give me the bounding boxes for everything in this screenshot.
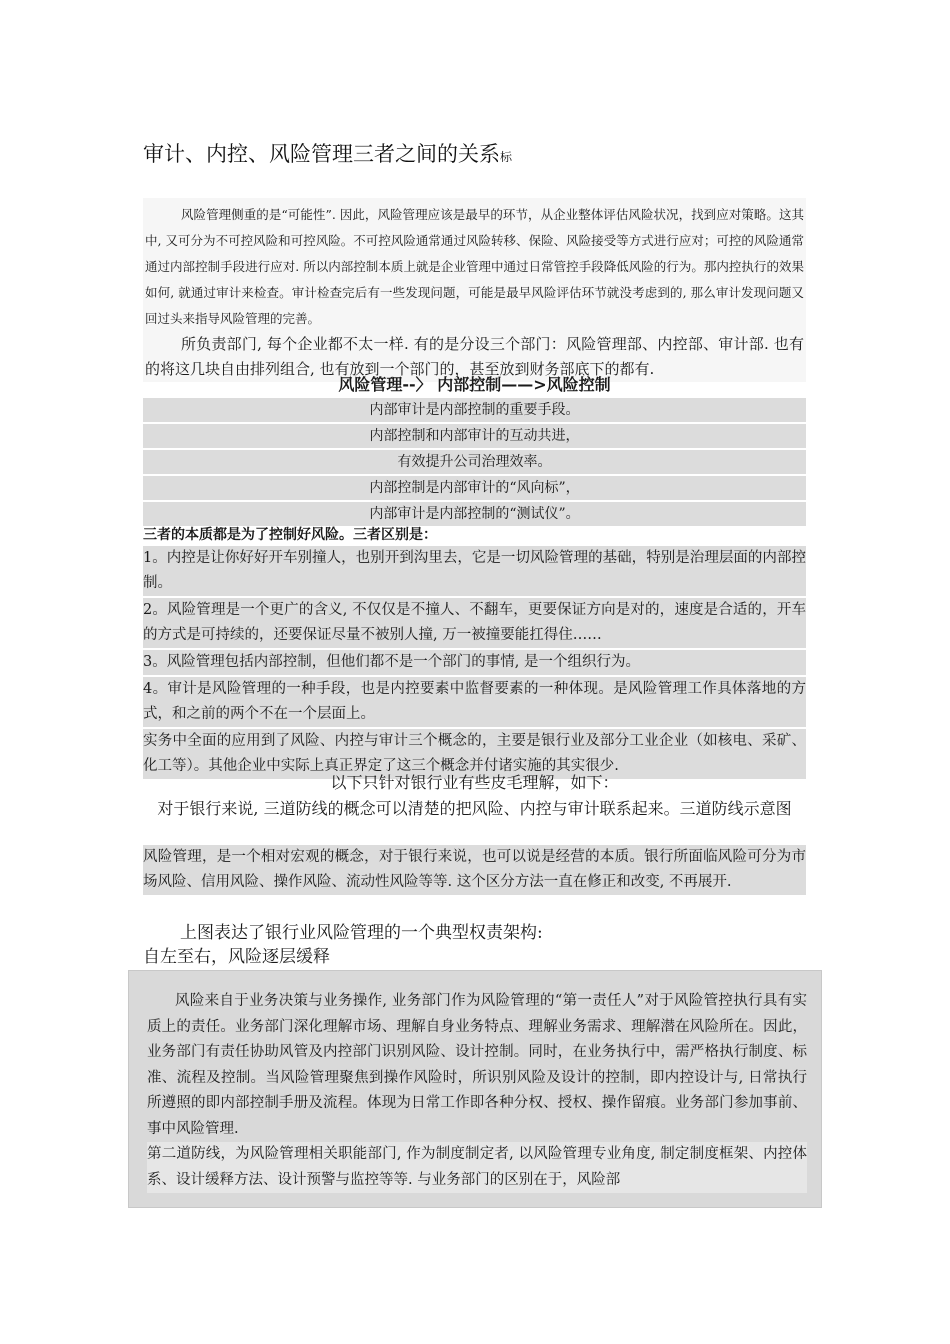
title-main: 审计、内控、风险管理三者之间的关系 [143,142,500,166]
title-suffix: 标 [500,150,513,164]
intro-paragraph-1: 风险管理侧重的是“可能性”. 因此，风险管理应该是最早的环节，从企业整体评估风险状况，找到应对策略。这其中, 又可分为不可控风险和可控风险。不可控风险通常通过风险转移、保险、风险接受等方式进行应对；可控的风险通常通过内部控制手段进行应对. 所以内部控制本质上就是企业管理中通过日常管控手段降低风险的行为。那内控执行的效果如何, 就通过审计来检查。审计检查完后有一些发现问题，可能是最早风险评估环节就没考虑到的, 那么审计发现问题又回过头来指导风险管理的完善。 [145,207,804,326]
first-line-paragraph: 风险来自于业务决策与业务操作, 业务部门作为风险管理的“第一责任人”对于风险管控执行具有实质上的责任。业务部门深化理解市场、理解自身业务特点、理解业务需求、理解潜在风险所在。因此，业务部门有责任协助风管及内控部门识别风险、设计控制。同时，在业务执行中，需严格执行制度、标准、流程及控制。当风险管理聚焦到操作风险时，所识别风险及设计的控制，即内控设计与, 日常执行所遵照的即内部控制手册及流程。体现为日常工作即各种分权、授权、操作留痕。业务部门参加事前、事中风险管理. [147,993,807,1137]
intro-block [143,198,806,382]
flow-heading: 风险管理--〉 内部控制——>风险控制 [338,375,611,394]
left-to-right-line: 自左至右，风险逐层缓释 [143,947,330,967]
grey-line: 内部审计是内部控制的“测试仪”。 [143,502,806,526]
bank-intro: 以下只针对银行业有些皮毛理解，如下： [330,773,619,792]
bank-lines: 对于银行来说, 三道防线的概念可以清楚的把风险、内控与审计联系起来。三道防线示意图 [157,799,792,818]
grey-line: 内部控制和内部审计的互动共进， [143,424,806,448]
differences-list [143,546,806,781]
difference-item: 3。风险管理包括内部控制，但他们都不是一个部门的事情, 是一个组织行为。 [143,650,806,675]
difference-item: 2。风险管理是一个更广的含义, 不仅仅是不撞人、不翻车，更要保证方向是对的，速度是合适的，开车的方式是可持续的，还要保证尽量不被别人撞, 万一被撞要能扛得住…… [143,598,806,648]
structure-line: 上图表达了银行业风险管理的一个典型权责架构: [180,923,543,943]
intro-paragraph-2: 所负责部门, 每个企业都不太一样. 有的是分设三个部门：风险管理部、内控部、审计部. 也有的将这几块自由排列组合, 也有放到一个部门的，甚至放到财务部底下的都有. [145,335,804,378]
lines-of-defense-box [128,970,822,1208]
risk-definition-box: 风险管理，是一个相对宏观的概念，对于银行来说，也可以说是经营的本质。银行所面临风险可分为市场风险、信用风险、操作风险、流动性风险等等. 这个区分方法一直在修正和改变, 不再展开. [143,845,806,895]
essence-heading: 三者的本质都是为了控制好风险。三者区别是： [143,527,437,543]
audit-control-lines [143,398,806,528]
difference-item: 4。审计是风险管理的一种手段，也是内控要素中监督要素的一种体现。是风险管理工作具体落地的方式，和之前的两个不在一个层面上。 [143,677,806,727]
difference-item: 实务中全面的应用到了风险、内控与审计三个概念的，主要是银行业及部分工业企业（如核电、采矿、化工等）。其他企业中实际上真正界定了这三个概念并付诸实施的其实很少. [143,729,806,779]
page-title [143,138,512,168]
grey-line: 内部审计是内部控制的重要手段。 [143,398,806,422]
grey-line: 有效提升公司治理效率。 [143,450,806,474]
second-line-paragraph: 第二道防线，为风险管理相关职能部门, 作为制度制定者, 以风险管理专业角度, 制定制度框架、内控体系、设计缓释方法、设计预警与监控等等. 与业务部门的区别在于，风险部 [147,1142,807,1193]
difference-item: 1。内控是让你好好开车别撞人，也别开到沟里去，它是一切风险管理的基础，特别是治理层面的内部控制。 [143,546,806,596]
grey-line: 内部控制是内部审计的“风向标”， [143,476,806,500]
